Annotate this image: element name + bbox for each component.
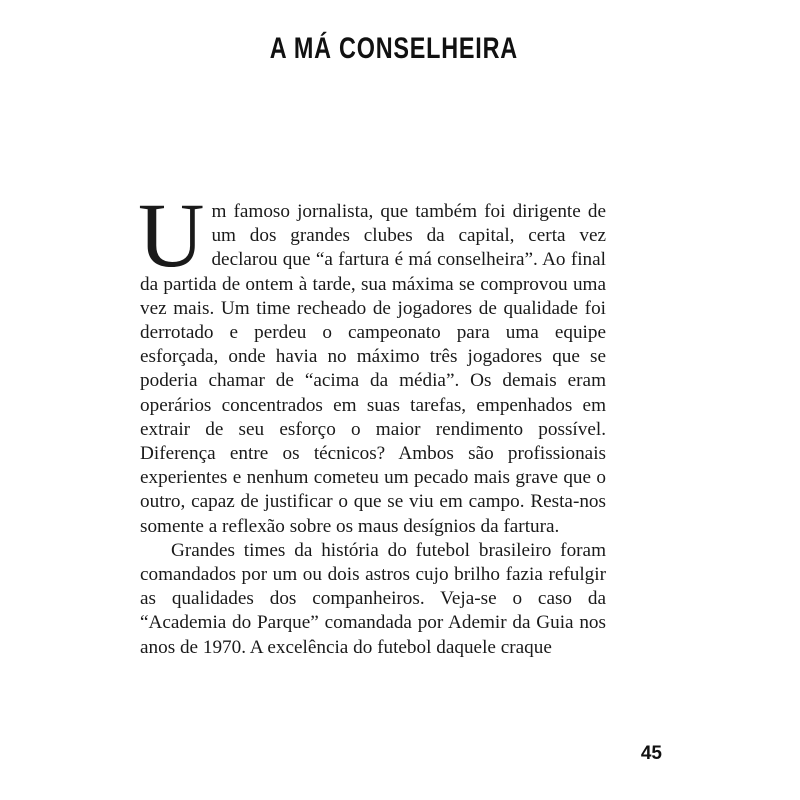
- page-number: 45: [640, 743, 662, 764]
- paragraph-1: [138, 184, 606, 539]
- drop-cap: U: [138, 184, 205, 286]
- article-body: [138, 184, 606, 660]
- page-title: A MÁ CONSELHEIRA: [269, 32, 518, 65]
- paragraph-1-text: m famoso jornalista, que também foi dirigente de um dos grandes clubes da capital, certa vez declarou que “a fartura é má conselheira”. Ao final da partida de ontem à tarde, sua máxima se comprovou uma vez mais. Um time recheado de jogadores de qualidade foi derrotado e perdeu o campeonato para uma equipe esforçada, onde havia no máximo três jogadores que se poderia chamar de “acima da média”. Os demais eram operários concentrados em suas tarefas, empenhados em extrair de seu esforço o maior rendimento possível. Diferença entre os técnicos? Ambos são profissionais experientes e nenhum cometeu um pecado mais grave que o outro, capaz de justificar o que se viu em campo. Resta-nos somente a reflexão sobre os maus desígnios da fartura.: [140, 201, 606, 537]
- paragraph-2: Grandes times da história do futebol brasileiro foram comandados por um ou dois astros cujo brilho fazia refulgir as qualidades dos companheiros. Veja-se o caso da “Academia do Parque” comandada por Ademir da Guia nos anos de 1970. A excelência do futebol daquele craque: [140, 539, 606, 658]
